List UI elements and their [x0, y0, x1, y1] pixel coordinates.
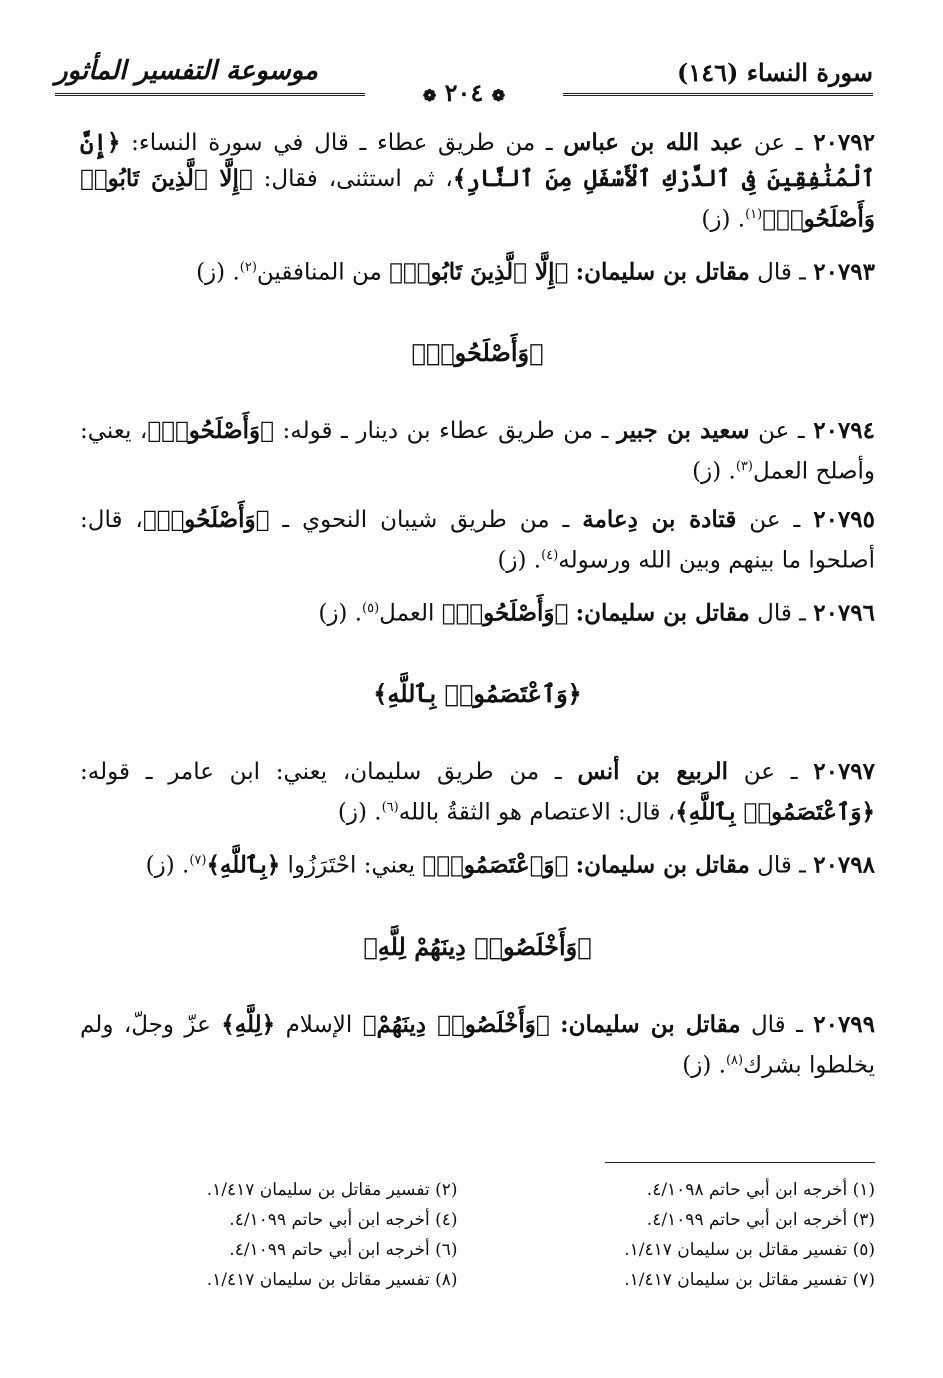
narration-text: يعني: احْتَرَزُوا	[280, 852, 423, 879]
footnote-ref: (٣)	[735, 459, 753, 475]
ornament-left-icon: ❁	[422, 86, 437, 105]
narration-paragraph	[80, 591, 875, 632]
narration-text: . (ز)	[497, 547, 542, 574]
footnote-ref: (٦)	[381, 800, 399, 816]
narration-text: ، قال: أصلحوا ما بينهم وبين الله ورسوله	[80, 506, 875, 574]
narration-text: ـ قال	[749, 259, 814, 286]
narration-number: ٢٠٧٩٥	[813, 505, 875, 533]
narration-text: . (ز)	[692, 458, 736, 485]
narration-number: ٢٠٧٩٣	[813, 258, 875, 286]
narrator-name: مقاتل بن سليمان:	[560, 1010, 741, 1038]
footnote: (٧) تفسير مقاتل بن سليمان ١/٤١٧.	[624, 1270, 875, 1290]
quran-quote: ﴿إِلَّا ٱلَّذِينَ تَابُوا۟ وَأَصْلَحُوا۟﴾	[80, 165, 875, 233]
narration-number: ٢٠٧٩٩	[813, 1010, 876, 1038]
narrator-name: سعيد بن جبير	[616, 417, 750, 445]
narration-text: ـ من طريق شيبان النحوي ـ	[269, 506, 583, 533]
footnote: (٥) تفسير مقاتل بن سليمان ١/٤١٧.	[624, 1240, 875, 1260]
footnote: (٣) أخرجه ابن أبي حاتم ٤/١٠٩٩.	[646, 1210, 875, 1230]
narration-text: ، ثم استثنى، فقال:	[252, 166, 453, 192]
narration-text: من المنافقين	[256, 259, 390, 286]
footnote: (٦) أخرجه ابن أبي حاتم ٤/١٠٩٩.	[229, 1240, 458, 1260]
narration-number: ٢٠٧٩٧	[813, 758, 876, 786]
quran-quote: ﴿وَأَصْلَحُوا۟﴾	[147, 417, 274, 445]
narration-paragraph	[80, 125, 875, 238]
narrator-name: قتادة بن دِعامة	[582, 505, 737, 533]
quran-quote: ﴿إِلَّا ٱلَّذِينَ تَابُوا۟﴾	[389, 258, 569, 286]
page-number: ٢٠٤	[444, 78, 484, 107]
narration-text	[568, 600, 575, 626]
narration-text: . (ز)	[145, 852, 190, 879]
ayah-heading: ﴿وَٱعْتَصَمُوا۟ بِٱللَّهِ﴾	[373, 679, 582, 709]
narrator-name: مقاتل بن سليمان:	[575, 599, 750, 627]
narrator-name: مقاتل بن سليمان:	[575, 258, 750, 286]
ayah-heading: ﴿وَأَخْلَصُوا۟ دِينَهُمْ لِلَّهِ﴾	[363, 931, 592, 961]
narration-text: . (ز)	[701, 206, 746, 233]
footnote-ref: (١)	[745, 207, 763, 222]
narration-paragraph	[80, 413, 875, 490]
narration-text: ـ عن	[728, 759, 814, 786]
narration-text: ، قال: الاعتصام هو الثقةُ بالله	[398, 799, 676, 826]
narration-text	[550, 1012, 560, 1038]
footnote: (٨) تفسير مقاتل بن سليمان ١/٤١٧.	[206, 1270, 458, 1290]
footnote-ref: (٤)	[541, 547, 559, 563]
header-rule-left	[55, 93, 365, 96]
narration-text: العمل	[379, 600, 442, 627]
narration-text: ، يعني: وأصلح العمل	[80, 418, 875, 485]
narration-text	[568, 259, 575, 285]
narration-paragraph	[80, 250, 875, 291]
quran-quote: ﴿وَأَخْلَصُوا۟ دِينَهُمْ﴾	[362, 1010, 550, 1038]
narration-paragraph	[80, 754, 875, 831]
main-text	[80, 125, 875, 1095]
quran-quote: ﴿لِلَّهِ﴾	[221, 1010, 276, 1038]
narration-text: ـ قال	[749, 600, 814, 627]
narration-text	[568, 853, 575, 879]
narrator-name: مقاتل بن سليمان:	[575, 851, 750, 879]
narration-text: عزّ وجلّ، ولم يخلطوا بشرك	[80, 1011, 875, 1079]
narration-text: ـ من طريق سليمان، يعني: ابن عامر ـ قوله:	[80, 759, 578, 786]
narration-text: ـ قال	[740, 1011, 814, 1038]
footnote: (٢) تفسير مقاتل بن سليمان ١/٤١٧.	[206, 1180, 458, 1200]
narration-text: ـ عن	[743, 130, 814, 156]
page-header	[55, 48, 873, 118]
footnote-rule	[605, 1162, 875, 1163]
ornament-right-icon: ❁	[491, 86, 506, 105]
narrator-name: عبد الله بن عباس	[563, 129, 744, 156]
narration-text: ـ قال	[749, 852, 814, 879]
narration-number: ٢٠٧٩٤	[813, 417, 876, 445]
narrator-name: الربيع بن أنس	[577, 758, 729, 786]
page-number-group	[423, 78, 505, 107]
narration-text: . (ز)	[682, 1052, 726, 1079]
footnotes	[80, 1162, 875, 1293]
narration-paragraph	[80, 1007, 875, 1084]
narration-paragraph	[80, 843, 875, 884]
narration-number: ٢٠٧٩٨	[813, 851, 875, 879]
quran-quote: ﴿وَأَصْلَحُوا۟﴾	[441, 599, 569, 627]
footnote-ref: (٧)	[189, 852, 207, 868]
narration-number: ٢٠٧٩٦	[813, 599, 875, 627]
narration-text: . (ز)	[318, 600, 363, 627]
narration-text: ـ من طريق عطاء بن دينار ـ قوله:	[273, 418, 617, 445]
footnote-ref: (٢)	[239, 259, 257, 275]
quran-quote: ﴿بِٱللَّهِ﴾	[206, 851, 281, 879]
narration-text: ـ عن	[749, 418, 814, 445]
header-rule-right	[563, 93, 873, 96]
ayah-heading: ﴿وَأَصْلَحُوا۟﴾	[411, 338, 544, 368]
narration-text: . (ز)	[196, 259, 240, 286]
quran-quote: ﴿وَأَصْلَحُوا۟﴾	[142, 505, 270, 533]
quran-quote: ﴿وَٱعْتَصَمُوا۟﴾	[422, 851, 569, 879]
narration-text: الإسلام	[275, 1011, 363, 1038]
quran-quote: ﴿وَٱعْتَصَمُوا۟ بِٱللَّهِ﴾	[675, 798, 875, 826]
quran-quote: ﴿إِنَّ ٱلْمُنَٰفِقِينَ فِى ٱلدَّرْكِ ٱلْأَسْفَلِ مِنَ ٱلنَّارِ﴾	[80, 129, 875, 192]
book-title: موسوعة التفسير المأثور	[55, 56, 318, 86]
footnote-ref: (٥)	[362, 600, 380, 616]
footnote: (٤) أخرجه ابن أبي حاتم ٤/١٠٩٩.	[229, 1210, 458, 1230]
footnote-ref: (٨)	[725, 1052, 744, 1068]
surah-title: سورة النساء (١٤٦)	[677, 58, 873, 87]
narration-text: ـ من طريق عطاء ـ قال في سورة النساء:	[120, 130, 564, 156]
narration-number: ٢٠٧٩٢	[813, 129, 875, 156]
footnote-list	[80, 1177, 875, 1293]
narration-paragraph	[80, 502, 875, 579]
narration-text: . (ز)	[337, 799, 382, 826]
footnote: (١) أخرجه ابن أبي حاتم ٤/١٠٩٨.	[646, 1180, 875, 1200]
narration-text: ـ عن	[736, 506, 814, 533]
